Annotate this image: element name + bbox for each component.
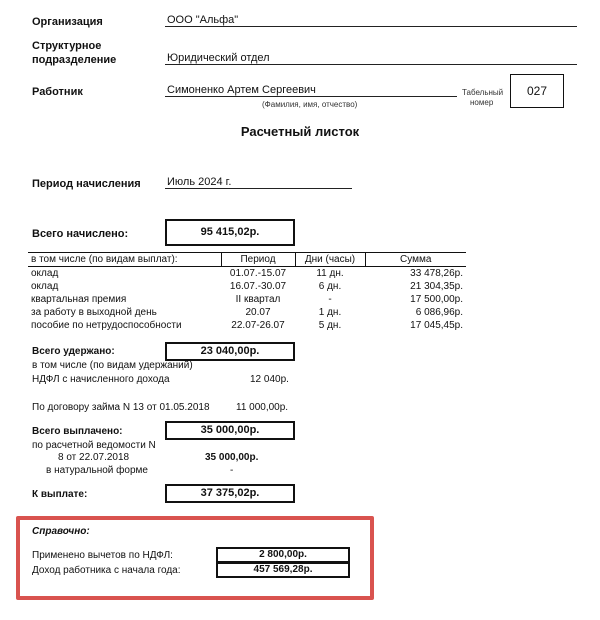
statement-line1: по расчетной ведомости N xyxy=(32,440,156,451)
row-name: за работу в выходной день xyxy=(31,307,157,318)
table-row xyxy=(28,293,466,306)
org-value: ООО "Альфа" xyxy=(165,14,577,27)
row-name: пособие по нетрудоспособности xyxy=(31,320,182,331)
row-days: 11 дн. xyxy=(316,268,344,279)
col-header-days: Дни (часы) xyxy=(295,253,365,267)
col-header-sum: Сумма xyxy=(365,253,466,267)
org-label: Организация xyxy=(32,16,103,28)
accrued-total: 95 415,02р. xyxy=(165,219,295,246)
withheld-sub-label: в том числе (по видам удержаний) xyxy=(32,360,193,371)
row-period: II квартал xyxy=(235,294,281,305)
withheld-total: 23 040,00р. xyxy=(165,342,295,361)
accrued-table xyxy=(28,252,466,332)
row-sum: 17 500,00р. xyxy=(410,294,463,305)
payout-label: К выплате: xyxy=(32,489,88,500)
income-label: Доход работника с начала года: xyxy=(32,565,181,576)
row-sum: 6 086,96р. xyxy=(415,307,463,318)
row-days: - xyxy=(328,294,332,305)
row-period: 16.07.-30.07 xyxy=(229,281,287,292)
tab-number-label-1: Табельный xyxy=(462,88,504,97)
dept-value: Юридический отдел xyxy=(165,52,577,65)
accrued-label: Всего начислено: xyxy=(32,228,129,240)
ndfl-value: 12 040р. xyxy=(250,374,289,385)
period-label: Период начисления xyxy=(32,178,141,190)
table-row xyxy=(28,267,466,281)
row-period: 22.07-26.07 xyxy=(231,320,285,331)
dept-label-line2: подразделение xyxy=(32,54,117,66)
page-title: Расчетный листок xyxy=(240,124,360,139)
loan-value: 11 000,00р. xyxy=(236,402,289,413)
paid-total: 35 000,00р. xyxy=(165,421,295,440)
tab-number-value: 027 xyxy=(510,74,564,108)
paid-label: Всего выплачено: xyxy=(32,426,123,437)
row-name: оклад xyxy=(31,281,59,292)
row-sum: 21 304,35р. xyxy=(410,281,463,292)
statement-value: 35 000,00р. xyxy=(205,452,259,463)
payout-total: 37 375,02р. xyxy=(165,484,295,503)
row-days: 5 дн. xyxy=(318,320,342,331)
row-period: 01.07.-15.07 xyxy=(229,268,287,279)
row-days: 6 дн. xyxy=(318,281,342,292)
dept-label-line1: Структурное xyxy=(32,40,102,52)
accrued-table-header xyxy=(28,253,466,267)
col-header-period: Период xyxy=(221,253,295,267)
row-days: 1 дн. xyxy=(318,307,342,318)
employee-label: Работник xyxy=(32,86,83,98)
reference-title: Справочно: xyxy=(32,526,90,537)
row-period: 20.07 xyxy=(245,307,271,318)
inkind-value: - xyxy=(230,465,234,476)
income-value: 457 569,28р. xyxy=(216,562,350,578)
table-row xyxy=(28,280,466,293)
tab-number-label-2: номер xyxy=(470,98,494,107)
ndfl-label: НДФЛ с начисленного дохода xyxy=(32,374,170,385)
row-name: квартальная премия xyxy=(31,294,127,305)
row-sum: 17 045,45р. xyxy=(410,320,463,331)
employee-value: Симоненко Артем Сергеевич xyxy=(165,84,457,97)
withheld-label: Всего удержано: xyxy=(32,346,115,357)
statement-line2: 8 от 22.07.2018 xyxy=(58,452,130,463)
inkind-label: в натуральной форме xyxy=(46,465,148,476)
employee-hint: (Фамилия, имя, отчество) xyxy=(262,100,358,109)
row-name: оклад xyxy=(31,268,59,279)
table-row xyxy=(28,306,466,319)
col-header-type: в том числе (по видам выплат): xyxy=(28,253,221,267)
loan-label: По договору займа N 13 от 01.05.2018 xyxy=(32,402,210,413)
period-value: Июль 2024 г. xyxy=(165,176,352,189)
deductions-label: Применено вычетов по НДФЛ: xyxy=(32,550,173,561)
deductions-value: 2 800,00р. xyxy=(216,547,350,563)
row-sum: 33 478,26р. xyxy=(410,268,463,279)
table-row xyxy=(28,319,466,332)
